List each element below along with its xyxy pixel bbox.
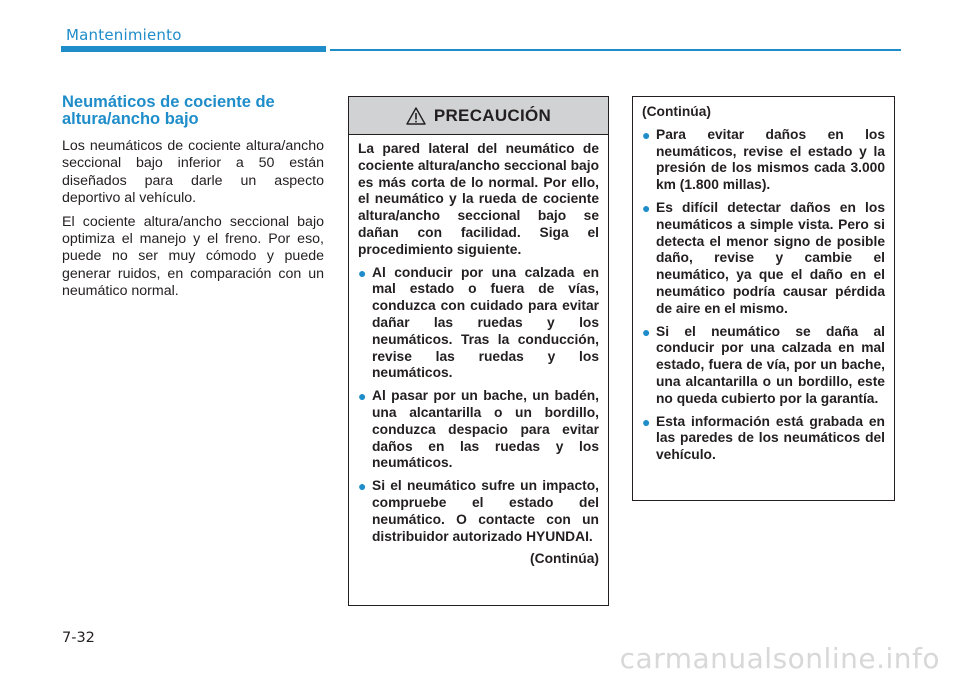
continued-box <box>632 96 895 501</box>
header-rule-thin <box>330 49 901 51</box>
section-heading: Neumáticos de cociente de altura/ancho bajo <box>62 93 275 128</box>
bullet-icon: ● <box>358 478 367 495</box>
list-item <box>358 388 599 472</box>
list-item-text: Esta información está grabada en las paredes de los neumáticos del vehículo. <box>656 413 885 463</box>
bullet-icon: ● <box>642 413 651 430</box>
list-item-text: Es difícil detectar daños en los neumáticos a simple vista. Pero si detecta el menor signo de posible daño, revise y cambie el neumático, ya que el daño en el neumático podría causar pérdida de aire en el mismo. <box>656 199 885 316</box>
list-item-text: Si el neumático sufre un impacto, compruebe el estado del neumático. O contacte con un distribuidor autorizado HYUNDAI. <box>372 478 599 544</box>
left-column <box>62 94 324 307</box>
list-item-text: Al pasar por un bache, un badén, una alcantarilla o un bordillo, conduzca despacio para evitar daños en las ruedas y los neumáticos. <box>372 388 599 471</box>
bullet-icon: ● <box>642 126 651 143</box>
bullet-icon: ● <box>358 388 367 405</box>
list-item-text: Al conducir por una calzada en mal estado o fuera de vías, conduzca con cuidado para evitar dañar las ruedas y los neumáticos. Tras la conducción, revise las ruedas y los neumáticos. <box>372 264 599 381</box>
continued-label: (Continúa) <box>642 104 711 119</box>
caution-box <box>348 96 609 606</box>
bullet-icon: ● <box>642 323 651 340</box>
bullet-icon: ● <box>358 264 367 281</box>
list-item <box>642 200 885 318</box>
body-paragraph: El cociente altura/ancho seccional bajo optimiza el manejo y el freno. Por eso, puede no ser muy cómodo y puede generar ruidos, en comparación con un neumático normal. <box>62 213 324 300</box>
caution-body <box>349 135 608 568</box>
list-item <box>642 324 885 408</box>
continues-label: (Continúa) <box>530 551 599 567</box>
caution-title: PRECAUCIÓN <box>433 105 552 125</box>
header-rule-thick <box>61 46 326 52</box>
list-item <box>358 478 599 545</box>
watermark: carmanualsonline.info <box>619 642 940 675</box>
list-item-text: Si el neumático se daña al conducir por una calzada en mal estado, fuera de vía, por un bache, una alcantarilla o un bordillo, este no queda cubierto por la garantía. <box>656 323 885 406</box>
warning-triangle-icon <box>406 107 426 125</box>
list-item <box>642 127 885 194</box>
bullet-icon: ● <box>642 199 651 216</box>
body-paragraph: Los neumáticos de cociente altura/ancho seccional bajo inferior a 50 están diseñados para darle un aspecto deportivo al vehículo. <box>62 138 324 207</box>
list-item-text: Para evitar daños en los neumáticos, revise el estado y la presión de los mismos cada 3.000 km (1.800 millas). <box>656 126 885 193</box>
section-title: Mantenimiento <box>66 26 182 44</box>
page-number: 7-32 <box>62 630 95 646</box>
caution-header <box>349 97 608 135</box>
caution-intro: La pared lateral del neumático de cociente altura/ancho seccional bajo es más corta de lo normal. Por ello, el neumático y la rueda de cociente altura/ancho seccional bajo se dañan con facilidad. Siga el procedimiento siguiente. <box>358 141 599 257</box>
list-item <box>358 265 599 383</box>
list-item <box>642 414 885 464</box>
